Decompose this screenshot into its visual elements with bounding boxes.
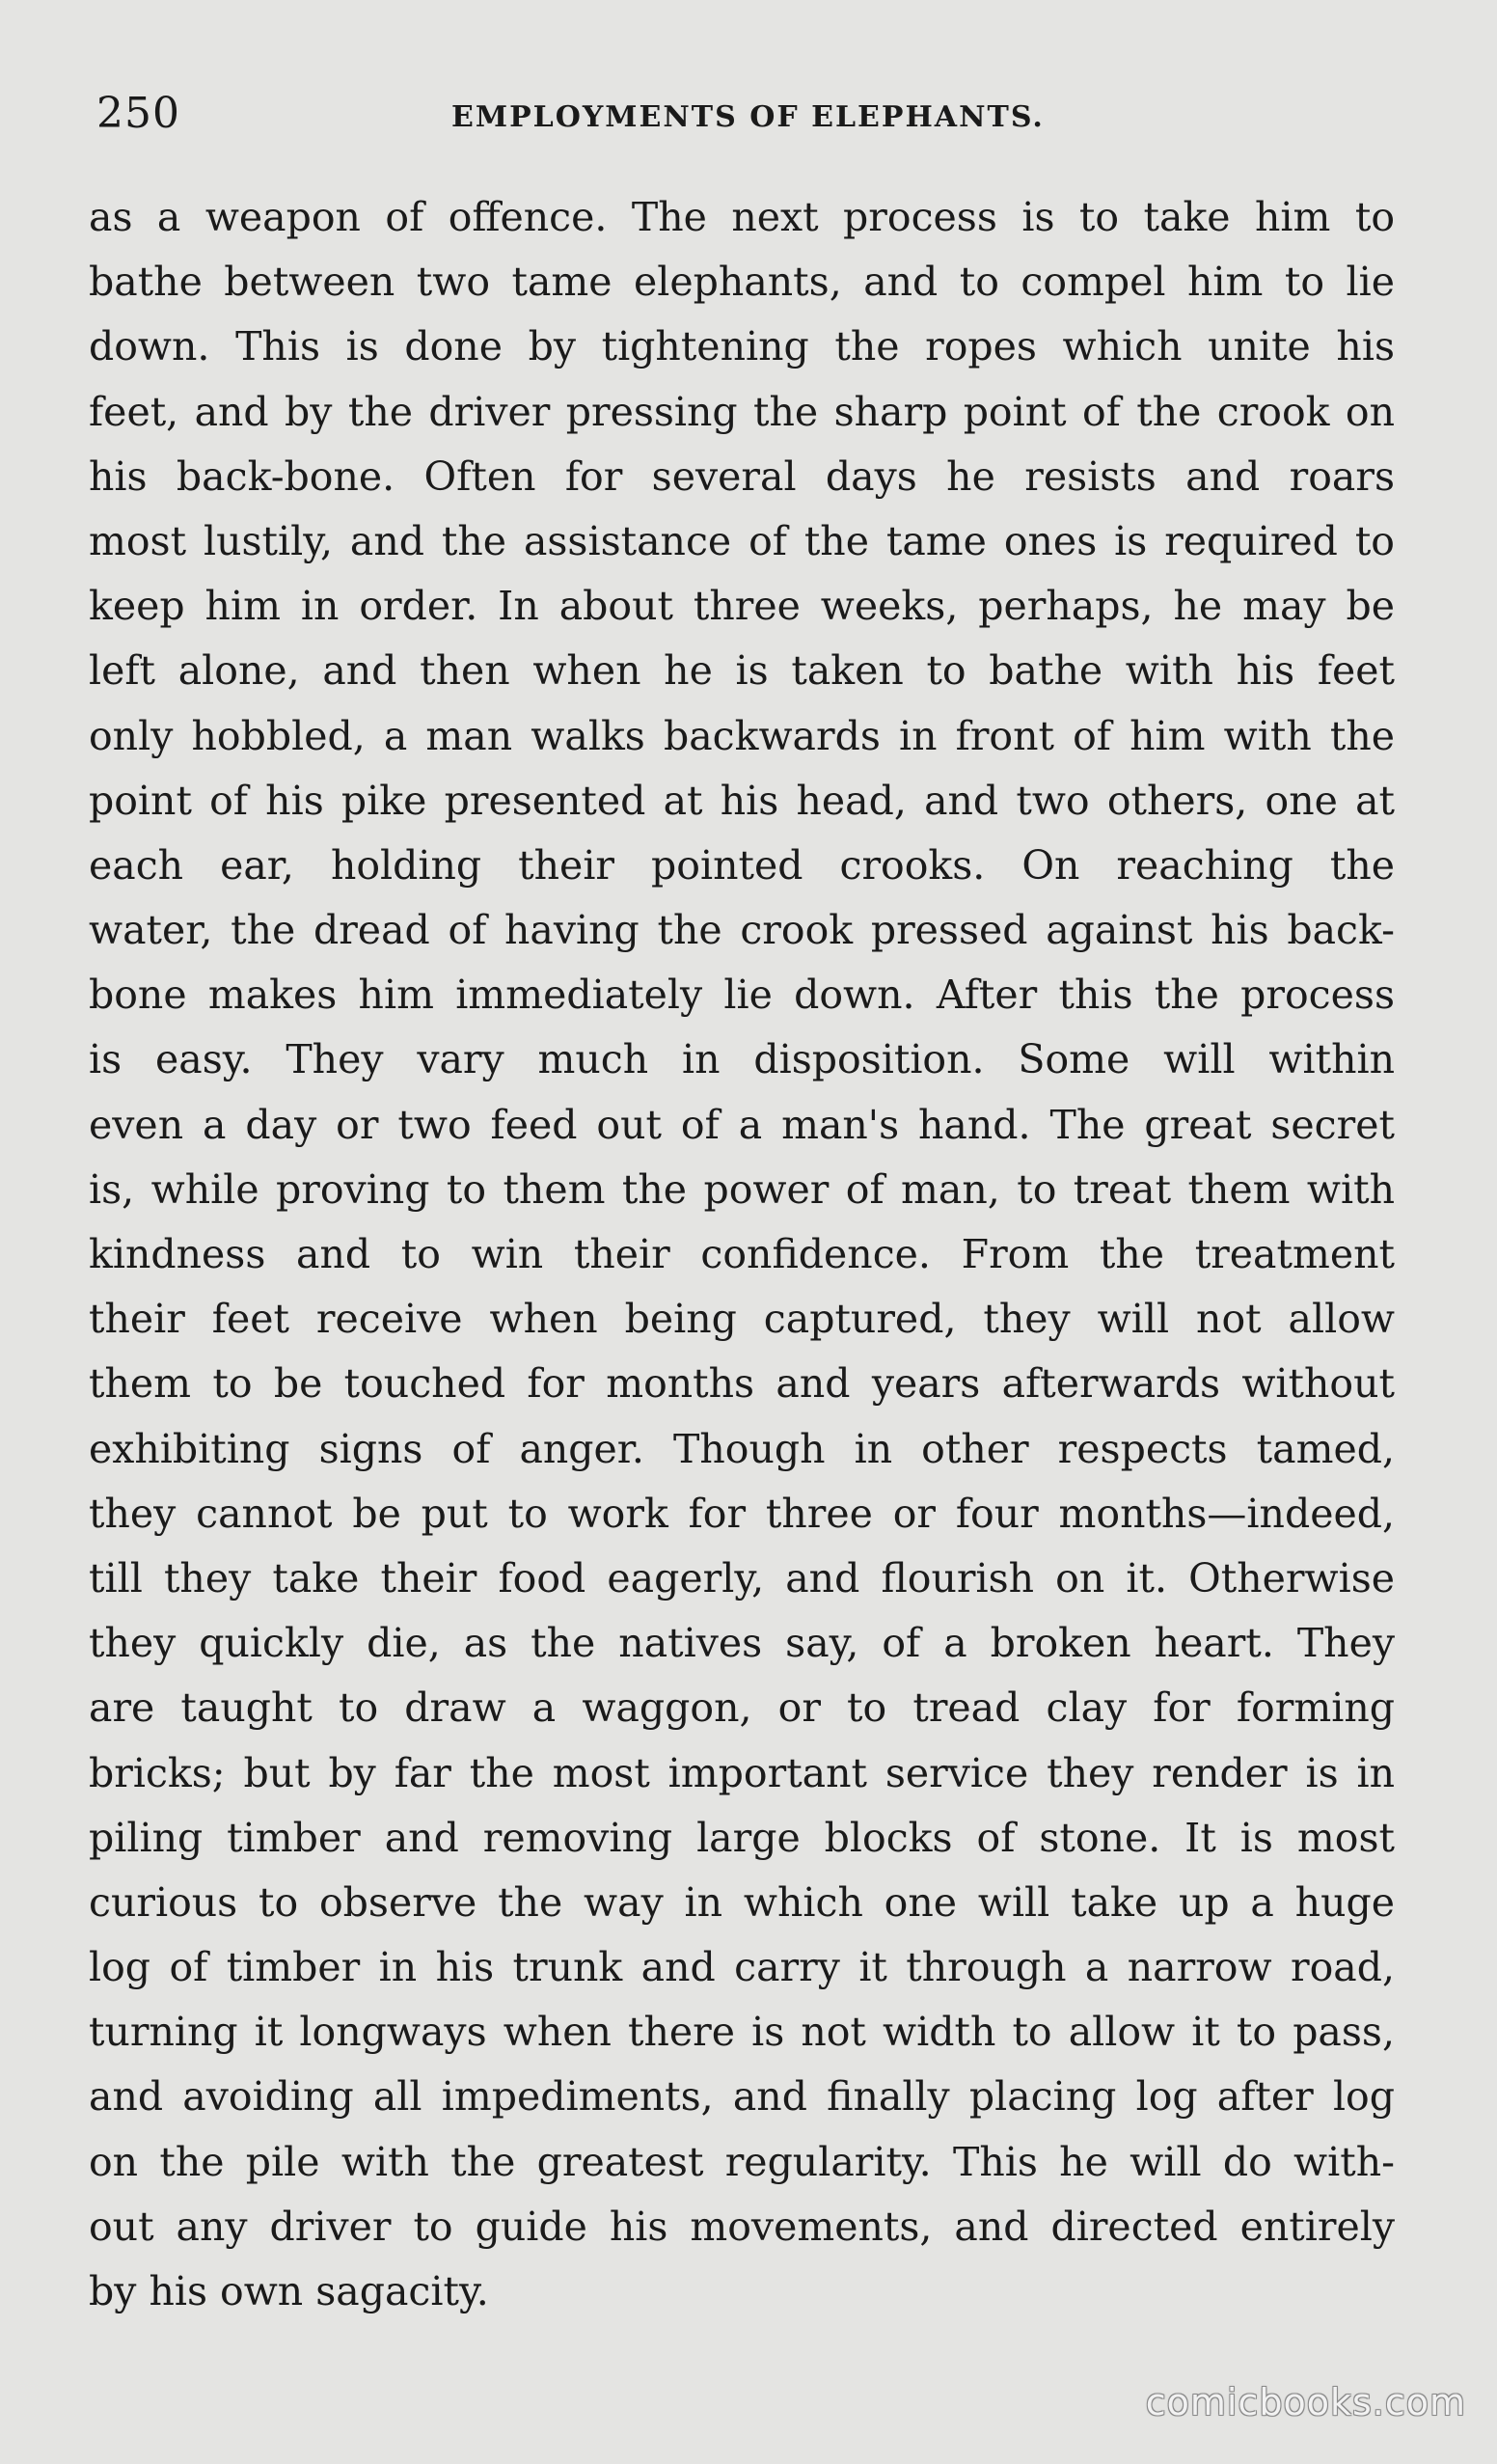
page-number: 250	[96, 89, 180, 138]
text-line: their feet receive when being captured, they will not allow	[89, 1296, 1395, 1343]
text-line: exhibiting signs of anger. Though in other respects tamed,	[89, 1425, 1395, 1472]
text-line: even a day or two feed out of a man's hand. The great secret	[89, 1101, 1395, 1148]
text-line: water, the dread of having the crook pressed against his back-	[89, 907, 1395, 954]
text-line: till they take their food eagerly, and flourish on it. Otherwise	[89, 1554, 1395, 1602]
text-line: they quickly die, as the natives say, of a broken heart. They	[89, 1620, 1395, 1667]
text-line: turning it longways when there is not width to allow it to pass,	[89, 2009, 1395, 2056]
text-line: his back-bone. Often for several days he resists and roars	[89, 452, 1395, 500]
text-line: piling timber and removing large blocks of stone. It is most	[89, 1814, 1395, 1861]
text-line: down. This is done by tightening the ropes which unite his	[89, 323, 1395, 370]
text-line: each ear, holding their pointed crooks. On reaching the	[89, 841, 1395, 889]
text-line: out any driver to guide his movements, and directed entirely	[89, 2203, 1395, 2250]
body-paragraph	[89, 185, 1395, 2324]
site-watermark: comicbooks.com	[1145, 2381, 1466, 2423]
text-line: on the pile with the greatest regularity. This he will do with-	[89, 2138, 1395, 2185]
text-line: keep him in order. In about three weeks, perhaps, he may be	[89, 583, 1395, 630]
text-line: kindness and to win their confidence. From the treatment	[89, 1231, 1395, 1277]
text-line: most lustily, and the assistance of the tame ones is required to	[89, 517, 1395, 564]
text-line: point of his pike presented at his head, and two others, one at	[89, 777, 1395, 824]
text-line: bricks; but by far the most important service they render is in	[89, 1749, 1395, 1796]
text-line: as a weapon of offence. The next process is to take him to	[89, 194, 1395, 240]
text-line: bone makes him immediately lie down. After this the process	[89, 972, 1395, 1019]
running-title: EMPLOYMENTS OF ELEPHANTS.	[451, 100, 1045, 134]
text-line: are taught to draw a waggon, or to tread clay for forming	[89, 1684, 1395, 1732]
text-line: by his own sagacity.	[89, 2268, 489, 2314]
text-line: them to be touched for months and years afterwards without	[89, 1360, 1395, 1408]
text-line: they cannot be put to work for three or four months—indeed,	[89, 1490, 1395, 1537]
text-line: log of timber in his trunk and carry it through a narrow road,	[89, 1944, 1395, 1991]
text-line: feet, and by the driver pressing the sharp point of the crook on	[89, 388, 1395, 435]
text-line: left alone, and then when he is taken to bathe with his feet	[89, 647, 1395, 695]
text-line: and avoiding all impediments, and finally placing log after log	[89, 2073, 1395, 2121]
text-line: bathe between two tame elephants, and to compel him to lie	[89, 259, 1395, 306]
text-line: is easy. They vary much in disposition. Some will within	[89, 1036, 1395, 1083]
text-line: curious to observe the way in which one will take up a huge	[89, 1878, 1395, 1926]
text-line: only hobbled, a man walks backwards in front of him with the	[89, 712, 1395, 759]
text-line: is, while proving to them the power of man, to treat them with	[89, 1165, 1395, 1213]
